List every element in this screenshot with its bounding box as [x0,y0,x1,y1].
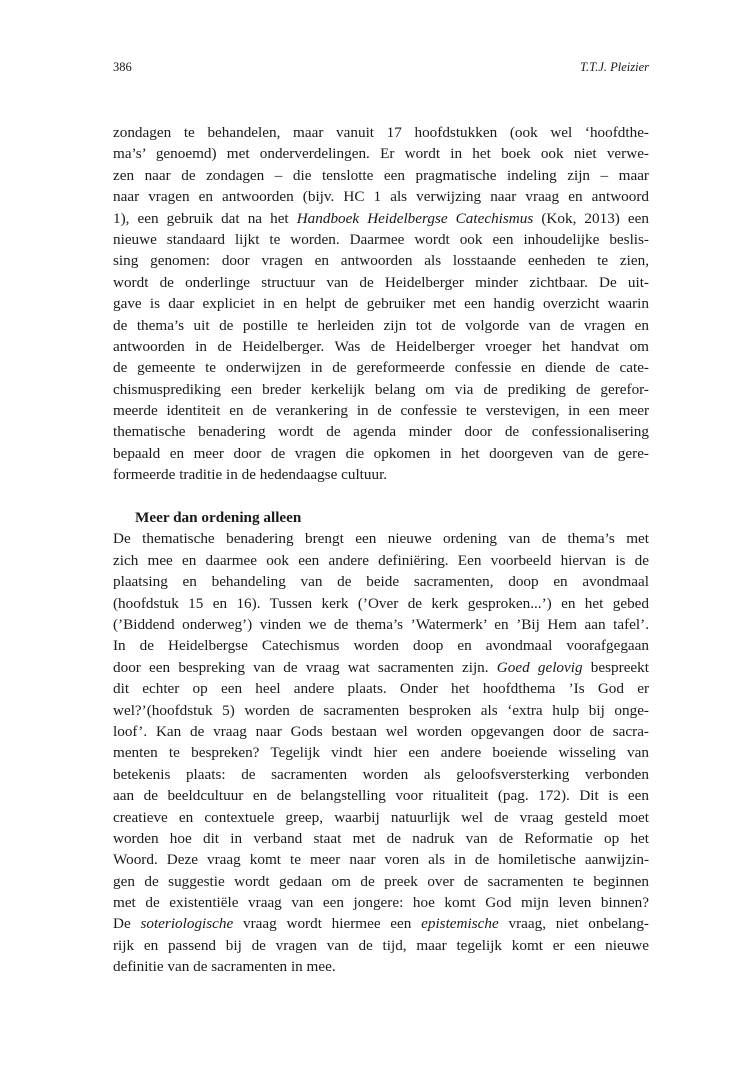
text-line [113,250,649,271]
text-line [113,400,649,421]
text-line [113,421,649,442]
text-segment: De [113,915,141,933]
italic-text: epistemische [421,915,499,933]
text-line [113,593,649,614]
running-header [113,60,649,80]
italic-text: soteriologische [140,915,234,933]
text-line [113,828,649,849]
text-segment: (Kok, 2013) een [533,209,649,227]
text-line [113,700,649,721]
text-segment: gave is daar expliciet in en helpt de gebruiker met een handig overzicht waarin [113,295,649,313]
text-line [113,336,649,357]
text-segment: De thematische benadering brengt een nieuwe ordening van de thema’s met [113,530,649,548]
text-segment: zondagen te behandelen, maar vanuit 17 hoofdstukken (ook wel ‘hoofdthe- [113,124,649,141]
text-line [113,935,649,956]
text-line [113,315,649,336]
text-line [113,443,649,464]
text-segment: meerde identiteit en de verankering in de confessie te verstevigen, in een meer [113,402,649,420]
text-segment: bespreekt [582,658,649,676]
text-line [113,229,649,250]
text-segment: de thema’s uit de postille te herleiden zijn tot de volgorde van de vragen en [113,316,649,334]
text-segment: zen naar de zondagen – die tenslotte een pragmatische indeling zijn – maar [113,166,649,184]
text-line [113,357,649,378]
text-segment: zich mee en daarmee ook een andere definiëring. Een voorbeeld hiervan is de [113,551,649,569]
text-line [113,807,649,828]
text-segment: In de Heidelbergse Catechismus worden doop en avondmaal voorafgegaan [113,637,649,655]
text-segment: aan de beeldcultuur en de belangstelling voor ritualiteit (pag. 172). Dit is een [113,787,649,805]
running-head-author: T.T.J. Pleizier [580,60,649,74]
text-line [113,122,649,143]
text-segment: plaatsing en behandeling van de beide sacramenten, doop en avondmaal [113,573,649,591]
text-line [113,614,649,635]
text-line [113,272,649,293]
paragraph-postille-structure [113,122,649,486]
text-line [113,528,649,549]
text-segment: chismusprediking een breder kerkelijk belang om via de prediking de gerefor- [113,380,649,398]
text-line [113,849,649,870]
text-line [113,785,649,806]
text-segment: dit echter op een heel andere plaats. Onder het hoofdthema ’Is God er [113,680,649,698]
text-segment: formeerde traditie in de hedendaagse cultuur. [113,466,388,484]
page-number: 386 [113,60,132,74]
text-segment: rijk en passend bij de vragen van de tijd, maar tegelijk komt er een nieuwe [113,936,649,954]
text-segment: gen de suggestie wordt gedaan om de preek over de sacramenten te beginnen [113,872,649,890]
text-segment: nieuwe standaard lijkt te worden. Daarmee wordt ook een inhoudelijke beslis- [113,230,649,248]
text-segment: Woord. Deze vraag komt te meer naar voren als in de homiletische aanwijzin- [113,851,649,869]
text-segment: worden hoe dit in verband staat met de nadruk van de Reformatie op het [113,829,649,847]
text-segment: vraag, niet onbelang- [498,915,649,933]
text-line [113,635,649,656]
text-segment: wel?’(hoofdstuk 5) worden de sacramenten besproken als ‘extra hulp bij onge- [113,701,649,719]
text-segment: definitie van de sacramenten in mee. [113,958,336,976]
text-line [113,165,649,186]
text-line [113,208,649,229]
text-line [113,186,649,207]
section-heading: Meer dan ordening alleen [135,509,302,527]
paragraph-sacraments [113,528,649,977]
text-segment: antwoorden in de Heidelberger. Was de Heidelberger vroeger het handvat om [113,337,649,355]
text-line [113,550,649,571]
text-line [113,657,649,678]
text-line [113,464,649,485]
text-segment: loof’. Kan de vraag naar Gods bestaan wel worden opgevangen door de sacra- [113,722,649,740]
text-segment: (hoofdstuk 15 en 16). Tussen kerk (’Over de kerk gesproken...’) en het gebed [113,594,649,612]
text-line [113,956,649,977]
text-segment: thematische benadering wordt de agenda minder door de confessionalisering [113,423,649,441]
text-segment: ma’s’ genoemd) met onderverdelingen. Er wordt in het boek ook niet verwe- [113,145,649,163]
text-segment: 1), een gebruik dat na het [113,209,297,227]
text-segment: naar vragen en antwoorden (bijv. HC 1 als verwijzing naar vraag en antwoord [113,188,649,206]
text-line [113,871,649,892]
text-segment: de gemeente te onderwijzen in de gereformeerde confessie en diende de cate- [113,359,649,377]
text-segment: sing genomen: door vragen en antwoorden als losstaande eenheden te zien, [113,252,649,270]
text-segment: bepaald en meer door de vragen die opkomen in het doorgeven van de gere- [113,444,649,462]
italic-text: Handboek Heidelbergse Catechismus [296,209,534,227]
text-line [113,293,649,314]
text-segment: betekenis plaats: de sacramenten worden als geloofsversterking verbonden [113,765,649,783]
text-segment: wordt de onderlinge structuur van de Heidelberger minder zichtbaar. De uit- [113,273,649,291]
text-line [113,571,649,592]
text-segment: met de existentiële vraag van een jongere: hoe komt God mijn leven binnen? [113,894,649,912]
text-line [113,143,649,164]
italic-text: Goed gelovig [496,658,583,676]
text-line [113,678,649,699]
text-line [113,892,649,913]
text-line [113,764,649,785]
text-segment: vraag wordt hiermee een [233,915,422,933]
text-segment: door een bespreking van de vraag wat sacramenten zijn. [113,658,497,676]
text-line [113,913,649,934]
body-text [113,122,649,978]
text-line [113,721,649,742]
text-segment: (’Biddend onderweg’) vinden we de thema’s ’Watermerk’ en ’Bij Hem aan tafel’. [113,615,649,633]
text-segment: creatieve en contextuele greep, waarbij natuurlijk wel de vraag gesteld moet [113,808,649,826]
text-line [113,379,649,400]
text-segment: menten te bespreken? Tegelijk vindt hier een andere boeiende wisseling van [113,744,649,762]
text-line [113,742,649,763]
